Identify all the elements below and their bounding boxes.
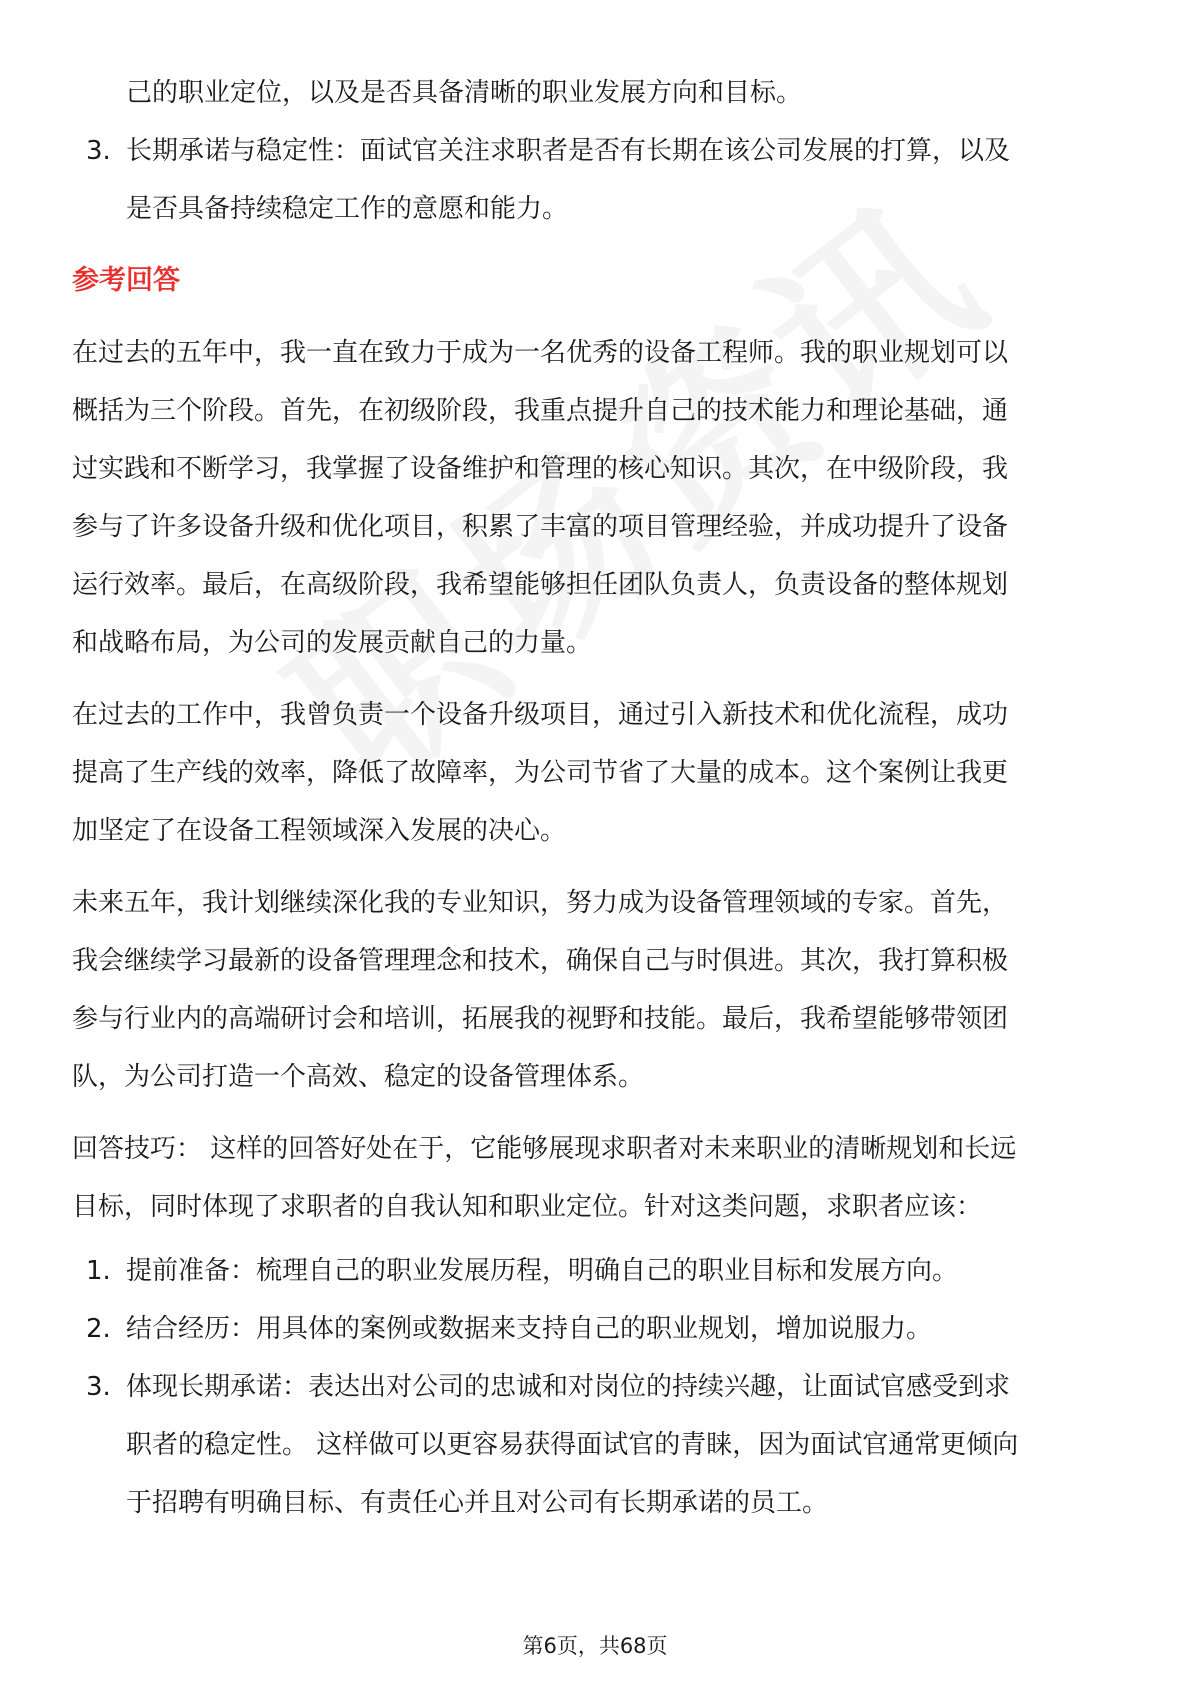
text-line: 回答技巧： 这样的回答好处在于，它能够展现求职者对未来职业的清晰规划和长远: [72, 1134, 1017, 1164]
list-number: 1.: [86, 1256, 111, 1286]
list-item-text: [126, 1358, 1118, 1532]
list-number: 2.: [86, 1314, 111, 1344]
text-line: 体现长期承诺：表达出对公司的忠诚和对岗位的持续兴趣，让面试官感受到求: [126, 1372, 1011, 1402]
tip-list-item-1: [72, 1242, 1118, 1300]
page-number-footer: 第6页，共68页: [522, 1634, 668, 1658]
text-line: 过实践和不断学习，我掌握了设备维护和管理的核心知识。其次，在中级阶段，我: [72, 454, 1009, 484]
text-line: 队，为公司打造一个高效、稳定的设备管理体系。: [72, 1062, 645, 1092]
text-line: 和战略布局，为公司的发展贡献自己的力量。: [72, 628, 593, 658]
section-title-reference: 参考回答: [72, 265, 180, 296]
text-line: 加坚定了在设备工程领域深入发展的决心。: [72, 816, 567, 846]
text-line: 在过去的五年中，我一直在致力于成为一名优秀的设备工程师。我的职业规划可以: [72, 338, 1009, 368]
text-line: 在过去的工作中，我曾负责一个设备升级项目，通过引入新技术和优化流程，成功: [72, 700, 1009, 730]
text-line: 运行效率。最后，在高级阶段，我希望能够担任团队负责人，负责设备的整体规划: [72, 570, 1009, 600]
text-line: 职者的稳定性。 这样做可以更容易获得面试官的青睐，因为面试官通常更倾向: [126, 1430, 1019, 1460]
list-number: 3.: [86, 136, 111, 166]
text-line: 提高了生产线的效率，降低了故障率，为公司节省了大量的成本。这个案例让我更: [72, 758, 1009, 788]
tip-list-item-3: [72, 1358, 1118, 1532]
paragraph-career-plan: [72, 324, 1118, 672]
list-number: 3.: [86, 1372, 111, 1402]
text-line: 我会继续学习最新的设备管理理念和技术，确保自己与时俱进。其次，我打算积极: [72, 946, 1009, 976]
text-line: 概括为三个阶段。首先，在初级阶段，我重点提升自己的技术能力和理论基础，通: [72, 396, 1009, 426]
text-line: 未来五年，我计划继续深化我的专业知识，努力成为设备管理领域的专家。首先，: [72, 888, 1009, 918]
text-line: 提前准备：梳理自己的职业发展历程，明确自己的职业目标和发展方向。: [126, 1256, 959, 1286]
paragraph-future-plan: [72, 874, 1118, 1106]
intro-list-item-3: [72, 122, 1118, 238]
text-line: 参与行业内的高端研讨会和培训，拓展我的视野和技能。最后，我希望能够带领团: [72, 1004, 1009, 1034]
paragraph-past-project: [72, 686, 1118, 860]
list-item-text: [126, 1300, 1118, 1358]
text-line: 是否具备持续稳定工作的意愿和能力。: [126, 194, 569, 224]
text-line: 于招聘有明确目标、有责任心并且对公司有长期承诺的员工。: [126, 1488, 829, 1518]
page-content: [72, 64, 1118, 1532]
text-line: 长期承诺与稳定性：面试官关注求职者是否有长期在该公司发展的打算，以及: [126, 136, 1011, 166]
list-item-text: [126, 122, 1118, 238]
text-line: 结合经历：用具体的案例或数据来支持自己的职业规划，增加说服力。: [126, 1314, 933, 1344]
intro-continuation-line: 己的职业定位，以及是否具备清晰的职业发展方向和目标。: [126, 78, 803, 108]
list-item-text: [126, 1242, 1118, 1300]
text-line: 参与了许多设备升级和优化项目，积累了丰富的项目管理经验，并成功提升了设备: [72, 512, 1009, 542]
paragraph-answer-tips: [72, 1120, 1118, 1236]
tip-list-item-2: [72, 1300, 1118, 1358]
text-line: 目标，同时体现了求职者的自我认知和职业定位。针对这类问题，求职者应该：: [72, 1192, 983, 1222]
